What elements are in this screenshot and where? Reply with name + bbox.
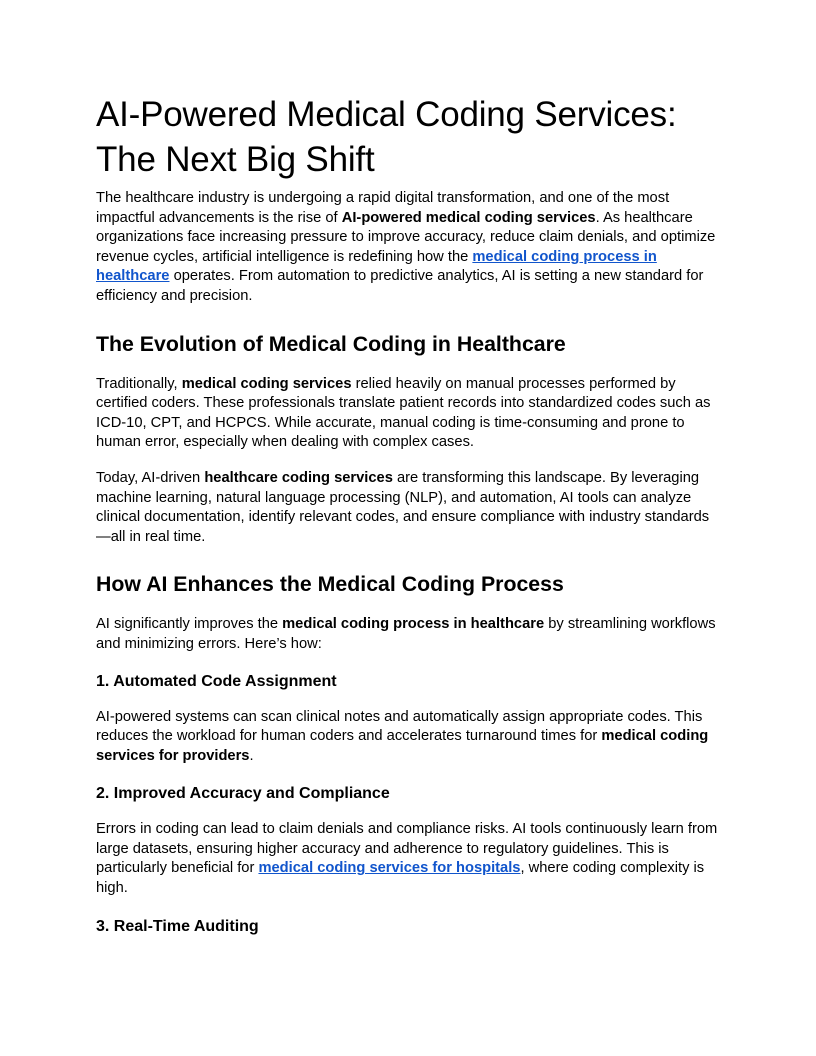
s2-text-2: , where coding complexity is high. (96, 860, 705, 897)
intro-text-1: The healthcare industry is undergoing a rapid digital transformation, and one of the most impactful advancements is the rise of (96, 190, 670, 226)
evo-p1-bold-1: medical coding services (181, 375, 352, 392)
heading-how-ai-enhances: How AI Enhances the Medical Coding Process (96, 572, 564, 597)
heading-evolution: The Evolution of Medical Coding in Healthcare (96, 331, 566, 356)
s1-text-1: AI-powered systems can scan clinical notes and automatically assign appropriate codes. This reduces the workload for human coders and accelerates turnaround times for (96, 708, 703, 745)
page-title: AI-Powered Medical Coding Services: The Next Big Shift (96, 95, 677, 179)
how-text-2: by streamlining workflows and minimizing errors. Here’s how: (96, 616, 716, 652)
evolution-paragraph-1 (96, 375, 720, 453)
how-bold-1: medical coding process in healthcare (282, 616, 545, 633)
intro-bold-1: AI-powered medical coding services (341, 209, 596, 226)
intro-text-2: . As healthcare organizations face increasing pressure to improve accuracy, reduce claim denials, and optimize revenue cycles, artificial intelligence is redefining how the (96, 209, 716, 265)
improved-accuracy-paragraph (96, 820, 720, 898)
evolution-paragraph-2 (96, 469, 720, 547)
evo-p1-text-1: Traditionally, (96, 375, 182, 392)
subheading-real-time-auditing: 3. Real-Time Auditing (96, 917, 259, 935)
intro-paragraph (96, 189, 720, 307)
subheading-improved-accuracy: 2. Improved Accuracy and Compliance (96, 785, 390, 803)
link-medical-coding-process[interactable]: medical coding process in healthcare (96, 248, 657, 285)
evo-p2-text-2: are transforming this landscape. By leveraging machine learning, natural language processing (NLP), and automation, AI tools can analyze clinical documentation, identify relevant codes, and ensure compliance with industry standards—all in real time. (96, 469, 710, 545)
link-medical-coding-hospitals[interactable]: medical coding services for hospitals (258, 860, 521, 877)
evo-p1-text-2: relied heavily on manual processes performed by certified coders. These professionals translate patient records into standardized codes such as ICD-10, CPT, and HCPCS. While accurate, manual coding is time-consuming and prone to human error, especially when dealing with complex cases. (96, 375, 711, 451)
subheading-automated-code-assignment: 1. Automated Code Assignment (96, 672, 337, 690)
intro-text-3: operates. From automation to predictive analytics, AI is setting a new standard for efficiency and precision. (96, 268, 704, 304)
s1-bold-1: medical coding services for providers (96, 728, 709, 764)
evo-p2-bold-1: healthcare coding services (204, 469, 393, 486)
s2-text-1: Errors in coding can lead to claim denials and compliance risks. AI tools continuously learn from large datasets, ensuring higher accuracy and adherence to regulatory guidelines. This is particularly beneficial for (96, 821, 718, 877)
how-paragraph (96, 615, 720, 654)
automated-code-paragraph (96, 708, 720, 767)
s1-text-2: . (249, 747, 254, 764)
how-text-1: AI significantly improves the (96, 616, 283, 633)
evo-p2-text-1: Today, AI-driven (96, 469, 205, 486)
